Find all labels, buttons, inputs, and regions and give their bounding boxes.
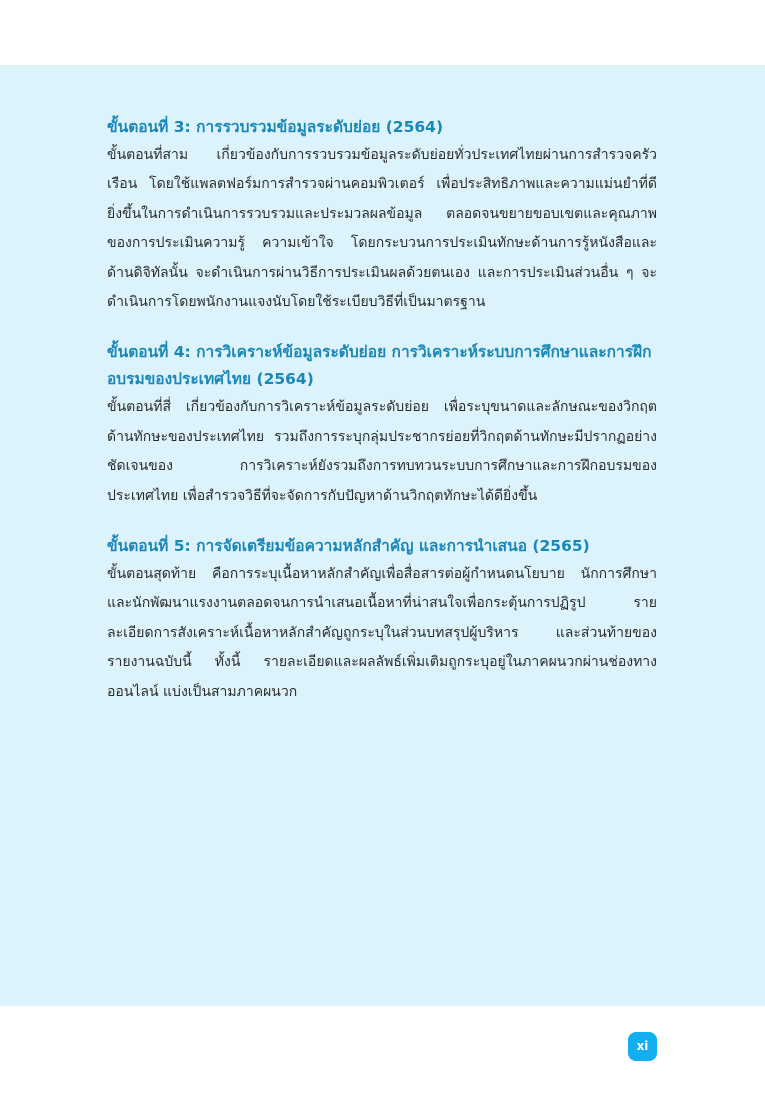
section-step-4 (107, 339, 657, 511)
section-title: ขั้นตอนที่ 3: การรวบรวมข้อมูลระดับย่อย (2564) (107, 118, 444, 136)
section-step-3 (107, 114, 657, 317)
section-title: ขั้นตอนที่ 5: การจัดเตรียมข้อความหลักสำคัญ และการนำเสนอ (2565) (107, 537, 590, 556)
section-body: ขั้นตอนที่สี่ เกี่ยวข้องกับการวิเคราะห์ข้อมูลระดับย่อย เพื่อระบุขนาดและลักษณะของวิกฤตด้านทักษะของประเทศไทย รวมถึงการระบุกลุ่มประชากรย่อยที่วิกฤตด้านทักษะมีปรากฏอย่างชัดเจนของ การวิเคราะห์ยังรวมถึงการทบทวนระบบการศึกษาและการฝึกอบรมของประเทศไทย เพื่อสำรวจวิธีที่จะจัดการกับปัญหาด้านวิกฤตทักษะได้ดียิ่งขึ้น (107, 399, 657, 504)
section-body: ขั้นตอนที่สาม เกี่ยวข้องกับการรวบรวมข้อมูลระดับย่อยทั่วประเทศไทยผ่านการสำรวจครัวเรือน โดยใช้แพลตฟอร์มการสำรวจผ่านคอมพิวเตอร์ เพื่อประสิทธิภาพและความแม่นยำที่ดียิ่งขึ้นในการดำเนินการรวบรวมและประมวลผลข้อมูล ตลอดจนขยายขอบเขตและคุณภาพของการประเมินความรู้ ความเข้าใจ โดยกระบวนการประเมินทักษะด้านการรู้หนังสือและด้านดิจิทัลนั้น จะดำเนินการผ่านวิธีการประเมินผลด้วยตนเอง และการประเมินส่วนอื่น ๆ จะดำเนินการโดยพนักงานแจงนับโดยใช้ระเบียบวิธีที่เป็นมาตรฐาน (107, 147, 657, 311)
section-body: ขั้นตอนสุดท้าย คือการระบุเนื้อหาหลักสำคัญเพื่อสื่อสารต่อผู้กำหนดนโยบาย นักการศึกษา และนักพัฒนาแรงงานตลอดจนการนำเสนอเนื้อหาที่น่าสนใจเพื่อกระตุ้นการปฏิรูป รายละเอียดการสังเคราะห์เนื้อหาหลักสำคัญถูกระบุในส่วนบทสรุปผู้บริหาร และส่วนท้ายของรายงานฉบับนี้ ทั้งนี้ รายละเอียดและผลลัพธ์เพิ่มเติมถูกระบุอยู่ในภาคผนวกผ่านช่องทางออนไลน์ แบ่งเป็นสามภาคผนวก (107, 566, 657, 700)
content-area (107, 114, 657, 729)
section-title: ขั้นตอนที่ 4: การวิเคราะห์ข้อมูลระดับย่อย การวิเคราะห์ระบบการศึกษาและการฝึกอบรมของประเทศไทย (2564) (107, 343, 652, 389)
page-number-badge: xi (628, 1032, 657, 1061)
section-step-5 (107, 533, 657, 707)
